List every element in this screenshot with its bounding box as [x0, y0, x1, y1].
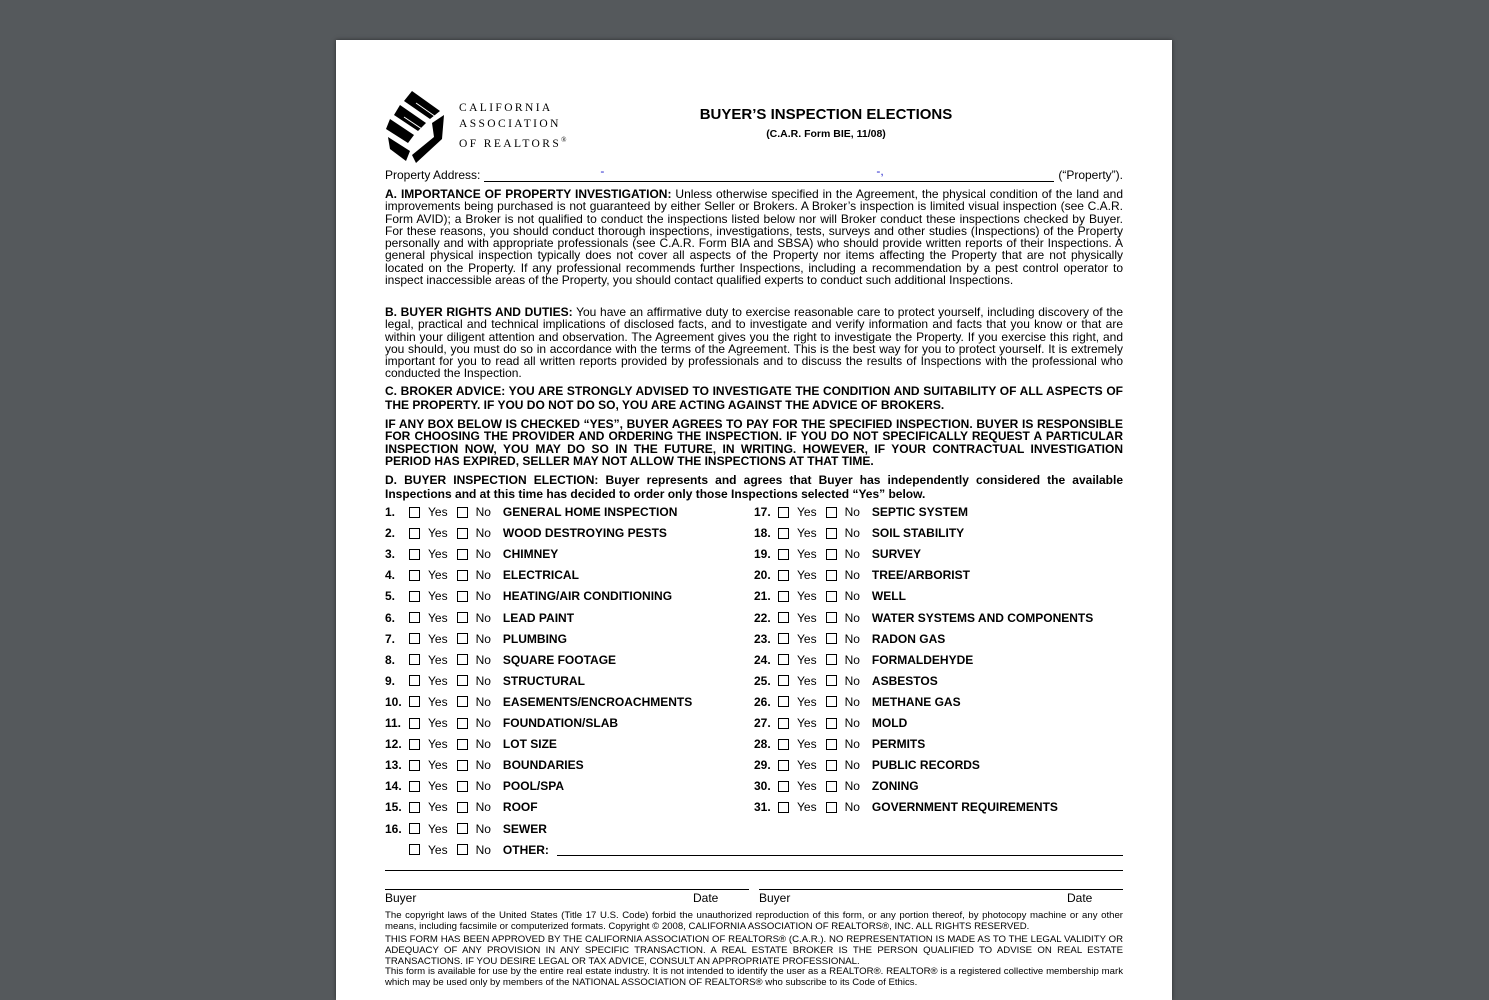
item-label: LOT SIZE — [502, 737, 557, 752]
item-label: ZONING — [871, 779, 919, 794]
no-label: No — [475, 589, 491, 604]
yes-checkbox[interactable] — [778, 739, 789, 750]
no-checkbox[interactable] — [457, 549, 468, 560]
section-a-body: Unless otherwise specified in the Agreement, the physical condition of the land and improvements being purchased is not guaranteed by either Seller or Brokers. A Broker’s inspection is limited visual inspection (see C.A.R. Form AVID); a Broker is not qualified to conduct the inspections listed below nor will Broker conduct these inspections checked by Buyer. For these reasons, you should conduct thorough inspections, investigations, tests, surveys and other studies (Inspections) of the Property personally and with appropriate professionals (see C.A.R. Form BIA and SBSA) who should provide written reports of their Inspections. A general physical inspection typically does not cover all aspects of the Property nor items affecting the Property that are not physically located on the Property. If any professional recommends further Inspections, including a recommendation by a pest control operator to inspect inaccessible areas of the Property, you should contact qualified experts to conduct such additional Inspections. — [385, 187, 1123, 288]
item-number: 7. — [385, 631, 396, 646]
inspection-item — [385, 842, 549, 858]
item-label: GENERAL HOME INSPECTION — [502, 505, 678, 519]
inspection-item — [754, 652, 973, 668]
yes-label: Yes — [428, 842, 448, 857]
item-number: 10. — [385, 694, 402, 709]
no-checkbox[interactable] — [826, 528, 837, 539]
yes-label: Yes — [428, 568, 448, 583]
item-number: 12. — [385, 737, 402, 752]
item-number: 25. — [754, 673, 771, 688]
yes-checkbox[interactable] — [409, 570, 420, 581]
item-label: PERMITS — [871, 737, 926, 752]
no-checkbox[interactable] — [826, 696, 837, 707]
no-label: No — [844, 610, 860, 625]
item-number: 28. — [754, 737, 771, 752]
yes-label: Yes — [428, 547, 448, 562]
yes-label: Yes — [797, 505, 817, 519]
yes-checkbox[interactable] — [778, 654, 789, 665]
inspection-item — [754, 610, 1093, 626]
item-number: 17. — [754, 505, 771, 519]
no-checkbox[interactable] — [457, 718, 468, 729]
no-checkbox[interactable] — [826, 718, 837, 729]
property-address-row — [385, 164, 1123, 182]
no-checkbox[interactable] — [457, 591, 468, 602]
no-checkbox[interactable] — [826, 612, 837, 623]
yes-label: Yes — [428, 505, 448, 519]
item-number: 19. — [754, 547, 771, 562]
no-label: No — [844, 779, 860, 794]
no-checkbox[interactable] — [826, 591, 837, 602]
no-label: No — [475, 821, 491, 836]
no-label: No — [475, 779, 491, 794]
yes-checkbox[interactable] — [409, 549, 420, 560]
item-number: 5. — [385, 589, 396, 604]
yes-checkbox[interactable] — [778, 633, 789, 644]
yes-checkbox[interactable] — [778, 549, 789, 560]
yes-label: Yes — [428, 673, 448, 688]
item-label: FOUNDATION/SLAB — [502, 716, 619, 730]
item-label: METHANE GAS — [871, 694, 961, 709]
item-label: POOL/SPA — [502, 779, 565, 794]
no-label: No — [475, 673, 491, 688]
yes-label: Yes — [428, 526, 448, 541]
buyer1-label: Buyer — [385, 891, 417, 905]
no-label: No — [844, 652, 860, 667]
form-subtitle: (C.A.R. Form BIE, 11/08) — [766, 128, 886, 140]
address-value-2: -, — [876, 164, 884, 178]
item-label: WELL — [871, 589, 906, 604]
no-label: No — [475, 568, 491, 583]
other-input-line[interactable] — [557, 855, 1123, 856]
yes-label: Yes — [797, 568, 817, 583]
inspection-item — [754, 525, 964, 541]
inspection-item — [385, 799, 538, 815]
yes-checkbox[interactable] — [778, 696, 789, 707]
yes-label: Yes — [428, 758, 448, 773]
no-checkbox[interactable] — [457, 675, 468, 686]
item-label: ELECTRICAL — [502, 568, 579, 583]
yes-checkbox[interactable] — [409, 654, 420, 665]
yes-checkbox[interactable] — [409, 528, 420, 539]
no-checkbox[interactable] — [826, 507, 837, 518]
item-number: 6. — [385, 610, 396, 625]
inspection-item — [385, 546, 558, 562]
no-label: No — [844, 758, 860, 773]
no-label: No — [475, 737, 491, 752]
item-number: 29. — [754, 758, 771, 773]
no-checkbox[interactable] — [457, 633, 468, 644]
item-number: 20. — [754, 568, 771, 583]
yes-label: Yes — [797, 610, 817, 625]
no-label: No — [475, 758, 491, 773]
item-label: LEAD PAINT — [502, 610, 575, 625]
yes-label: Yes — [428, 631, 448, 646]
item-number: 18. — [754, 526, 771, 541]
item-label: WOOD DESTROYING PESTS — [502, 526, 667, 541]
yes-checkbox[interactable] — [409, 823, 420, 834]
inspection-item — [385, 757, 584, 773]
property-address-label: Property Address: — [385, 168, 481, 182]
section-b-body: You have an affirmative duty to exercise reasonable care to protect yourself, including discovery of the legal, practical and technical implications of disclosed facts, and to investigate and verify information and facts that you know or that are within your diligent attention and observation. The Agreement gives you the right to investigate the Property. If you exercise this right, and you should, you must do so in accordance with the terms of the Agreement. This is the best way for you to protect yourself. It is extremely important for you to read all written reports provided by professionals and to discuss the results of Inspections with the professional who conducted the Inspection. — [385, 305, 1124, 381]
no-label: No — [844, 568, 860, 583]
no-label: No — [844, 505, 860, 519]
yes-label: Yes — [797, 547, 817, 562]
inspection-item — [385, 525, 667, 541]
yes-checkbox[interactable] — [409, 781, 420, 792]
yes-label: Yes — [428, 800, 448, 815]
no-checkbox[interactable] — [826, 802, 837, 813]
no-label: No — [475, 505, 491, 519]
inspection-item — [754, 673, 938, 689]
item-label: CHIMNEY — [502, 547, 559, 562]
no-label: No — [844, 631, 860, 646]
inspection-item — [754, 715, 907, 731]
yes-checkbox[interactable] — [778, 802, 789, 813]
section-b-title: B. BUYER RIGHTS AND DUTIES: — [385, 305, 573, 319]
yes-label: Yes — [797, 673, 817, 688]
section-b — [385, 306, 1123, 380]
item-number: 30. — [754, 779, 771, 794]
inspection-item — [754, 588, 906, 604]
item-label: PUBLIC RECORDS — [871, 758, 980, 773]
inspection-item — [754, 694, 961, 710]
no-checkbox[interactable] — [457, 696, 468, 707]
property-address-field[interactable] — [484, 164, 1054, 182]
no-label: No — [844, 673, 860, 688]
no-label: No — [475, 631, 491, 646]
item-label: OTHER: — [502, 842, 549, 857]
no-label: No — [475, 610, 491, 625]
no-checkbox[interactable] — [826, 549, 837, 560]
item-label: EASEMENTS/ENCROACHMENTS — [502, 694, 693, 709]
item-label: SEWER — [502, 821, 547, 836]
item-label: SOIL STABILITY — [871, 526, 965, 541]
yes-checkbox[interactable] — [778, 612, 789, 623]
inspection-item — [754, 736, 925, 752]
inspection-item — [385, 821, 547, 837]
yes-checkbox[interactable] — [409, 633, 420, 644]
inspection-item — [385, 715, 618, 731]
inspection-item — [754, 799, 1058, 815]
yes-label: Yes — [428, 779, 448, 794]
item-label: SEPTIC SYSTEM — [871, 505, 968, 519]
item-number: 23. — [754, 631, 771, 646]
inspection-item — [385, 610, 574, 626]
inspection-item — [754, 778, 919, 794]
buyer2-label: Buyer — [759, 891, 791, 905]
yes-checkbox[interactable] — [409, 844, 420, 855]
no-checkbox[interactable] — [457, 844, 468, 855]
no-label: No — [844, 694, 860, 709]
yes-label: Yes — [797, 526, 817, 541]
approval-notice: THIS FORM HAS BEEN APPROVED BY THE CALIFORNIA ASSOCIATION OF REALTORS® (C.A.R.). NO REPRESENTATION IS MADE AS TO THE LEGAL VALIDITY OR ADEQUACY OF ANY PROVISION IN ANY SPECIFIC TRANSACTION. A REAL ESTATE BROKER IS THE PERSON QUALIFIED TO ADVISE ON REAL ESTATE TRANSACTIONS. IF YOU DESIRE LEGAL OR TAX ADVICE, CONSULT AN APPROPRIATE PROFESSIONAL. — [385, 934, 1123, 967]
no-checkbox[interactable] — [457, 507, 468, 518]
yes-checkbox[interactable] — [409, 696, 420, 707]
yes-checkbox[interactable] — [409, 802, 420, 813]
yes-label: Yes — [428, 737, 448, 752]
no-label: No — [844, 737, 860, 752]
yes-checkbox[interactable] — [778, 675, 789, 686]
no-checkbox[interactable] — [457, 823, 468, 834]
no-checkbox[interactable] — [826, 739, 837, 750]
warning-text: IF ANY BOX BELOW IS CHECKED “YES”, BUYER AGREES TO PAY FOR THE SPECIFIED INSPECTION. BUYER IS RESPONSIBLE FOR CHOOSING THE PROVIDER AND ORDERING THE INSPECTION. IF YOU DO NOT SPECIFICALLY REQUEST A PARTICULAR INSPECTION NOW, YOU MAY DO SO IN THE FUTURE, IN WRITING. HOWEVER, IF YOUR CONTRACTUAL INVESTIGATION PERIOD HAS EXPIRED, SELLER MAY NOT ALLOW THE INSPECTIONS AT THAT TIME. — [385, 417, 1123, 468]
item-label: SQUARE FOOTAGE — [502, 652, 617, 667]
inspection-item — [385, 504, 677, 520]
inspection-item — [754, 546, 921, 562]
inspection-item — [385, 652, 616, 668]
buyer2-signature-line[interactable] — [759, 889, 1123, 890]
item-number: 3. — [385, 547, 396, 562]
no-label: No — [844, 800, 860, 815]
inspection-item — [754, 757, 980, 773]
no-checkbox[interactable] — [457, 802, 468, 813]
yes-checkbox[interactable] — [409, 507, 420, 518]
no-checkbox[interactable] — [457, 654, 468, 665]
no-checkbox[interactable] — [826, 781, 837, 792]
yes-label: Yes — [428, 652, 448, 667]
form-title: BUYER’S INSPECTION ELECTIONS — [699, 106, 953, 123]
item-label: BOUNDARIES — [502, 758, 584, 773]
no-checkbox[interactable] — [826, 570, 837, 581]
inspection-item — [385, 694, 692, 710]
date1-label: Date — [693, 891, 719, 905]
inspection-item — [754, 567, 970, 583]
yes-label: Yes — [797, 631, 817, 646]
inspection-item — [385, 588, 672, 604]
item-number: 4. — [385, 568, 396, 583]
no-label: No — [844, 589, 860, 604]
item-label: ROOF — [502, 800, 538, 815]
other-continuation-line[interactable] — [385, 870, 1123, 871]
no-checkbox[interactable] — [826, 633, 837, 644]
section-d: D. BUYER INSPECTION ELECTION: Buyer represents and agrees that Buyer has independently considered the available Inspections and at this time has decided to order only those Inspections selected “Yes” below. — [385, 473, 1123, 501]
address-value-1: - — [600, 164, 605, 178]
yes-checkbox[interactable] — [409, 739, 420, 750]
item-label: GOVERNMENT REQUIREMENTS — [871, 800, 1058, 815]
no-checkbox[interactable] — [457, 528, 468, 539]
section-a-title: A. IMPORTANCE OF PROPERTY INVESTIGATION: — [385, 187, 672, 201]
inspection-item — [385, 673, 585, 689]
item-number: 11. — [385, 716, 402, 730]
yes-label: Yes — [797, 694, 817, 709]
item-number: 31. — [754, 800, 771, 815]
copyright-notice: The copyright laws of the United States (Title 17 U.S. Code) forbid the unauthorized reproduction of this form, or any portion thereof, by photocopy machine or any other means, including facsimile or computerized formats. Copyright © 2008, CALIFORNIA ASSOCIATION OF REALTORS®, INC. ALL RIGHTS RESERVED. — [385, 910, 1123, 932]
yes-label: Yes — [797, 589, 817, 604]
yes-checkbox[interactable] — [778, 718, 789, 729]
inspection-item — [385, 567, 579, 583]
item-number: 15. — [385, 800, 402, 815]
item-label: SURVEY — [871, 547, 922, 562]
item-number: 26. — [754, 694, 771, 709]
yes-label: Yes — [797, 779, 817, 794]
item-label: TREE/ARBORIST — [871, 568, 970, 583]
yes-checkbox[interactable] — [409, 675, 420, 686]
no-checkbox[interactable] — [457, 739, 468, 750]
yes-label: Yes — [797, 716, 817, 730]
item-label: HEATING/AIR CONDITIONING — [502, 589, 673, 604]
yes-checkbox[interactable] — [778, 760, 789, 771]
yes-label: Yes — [428, 589, 448, 604]
item-number: 13. — [385, 758, 402, 773]
item-number: 1. — [385, 505, 396, 519]
yes-checkbox[interactable] — [409, 718, 420, 729]
no-label: No — [844, 526, 860, 541]
no-label: No — [844, 547, 860, 562]
section-a — [385, 188, 1123, 286]
yes-label: Yes — [428, 694, 448, 709]
no-checkbox[interactable] — [457, 570, 468, 581]
no-checkbox[interactable] — [826, 760, 837, 771]
item-label: FORMALDEHYDE — [871, 652, 974, 667]
inspection-item — [385, 736, 557, 752]
inspection-item — [754, 504, 968, 520]
yes-label: Yes — [428, 716, 448, 730]
no-label: No — [475, 716, 491, 730]
no-checkbox[interactable] — [457, 760, 468, 771]
yes-label: Yes — [428, 821, 448, 836]
yes-checkbox[interactable] — [778, 591, 789, 602]
item-label: MOLD — [871, 716, 908, 730]
no-checkbox[interactable] — [826, 654, 837, 665]
no-checkbox[interactable] — [457, 781, 468, 792]
no-label: No — [475, 694, 491, 709]
no-label: No — [475, 526, 491, 541]
yes-label: Yes — [797, 737, 817, 752]
org-name: CALIFORNIA ASSOCIATION OF REALTORS® — [459, 102, 567, 150]
yes-checkbox[interactable] — [409, 760, 420, 771]
inspection-item — [754, 631, 945, 647]
yes-checkbox[interactable] — [409, 612, 420, 623]
section-c: C. BROKER ADVICE: YOU ARE STRONGLY ADVISED TO INVESTIGATE THE CONDITION AND SUITABILITY OF ALL ASPECTS OF THE PROPERTY. IF YOU DO NOT DO SO, YOU ARE ACTING AGAINST THE ADVICE OF BROKERS. — [385, 384, 1123, 412]
yes-label: Yes — [797, 758, 817, 773]
item-label: RADON GAS — [871, 631, 946, 646]
item-number: 22. — [754, 610, 771, 625]
item-label: WATER SYSTEMS AND COMPONENTS — [871, 610, 1094, 625]
inspection-item — [385, 631, 567, 647]
date2-label: Date — [1067, 891, 1093, 905]
item-number: 16. — [385, 821, 402, 836]
no-checkbox[interactable] — [457, 612, 468, 623]
no-label: No — [475, 547, 491, 562]
property-suffix: (“Property”). — [1058, 168, 1123, 182]
item-number: 2. — [385, 526, 396, 541]
yes-checkbox[interactable] — [778, 507, 789, 518]
item-number: 9. — [385, 673, 396, 688]
buyer1-signature-line[interactable] — [385, 889, 749, 890]
item-label: STRUCTURAL — [502, 673, 585, 688]
item-number: 27. — [754, 716, 771, 730]
item-number: 24. — [754, 652, 771, 667]
yes-checkbox[interactable] — [778, 528, 789, 539]
yes-label: Yes — [428, 610, 448, 625]
no-label: No — [475, 652, 491, 667]
inspection-item — [385, 778, 564, 794]
document-page — [336, 40, 1172, 1000]
no-label: No — [475, 842, 491, 857]
item-label: ASBESTOS — [871, 673, 938, 688]
no-label: No — [844, 716, 860, 730]
item-number: 21. — [754, 589, 771, 604]
item-number: 8. — [385, 652, 396, 667]
yes-label: Yes — [797, 800, 817, 815]
item-number: 14. — [385, 779, 402, 794]
yes-checkbox[interactable] — [409, 591, 420, 602]
car-logo-icon — [386, 89, 444, 165]
yes-checkbox[interactable] — [778, 570, 789, 581]
yes-checkbox[interactable] — [778, 781, 789, 792]
no-checkbox[interactable] — [826, 675, 837, 686]
item-label: PLUMBING — [502, 631, 567, 646]
no-label: No — [475, 800, 491, 815]
yes-label: Yes — [797, 652, 817, 667]
availability-notice: This form is available for use by the entire real estate industry. It is not intended to identify the user as a REALTOR®. REALTOR® is a registered collective membership mark which may be used only by members of the NATIONAL ASSOCIATION OF REALTORS® who subscribe to its Code of Ethics. — [385, 966, 1123, 988]
